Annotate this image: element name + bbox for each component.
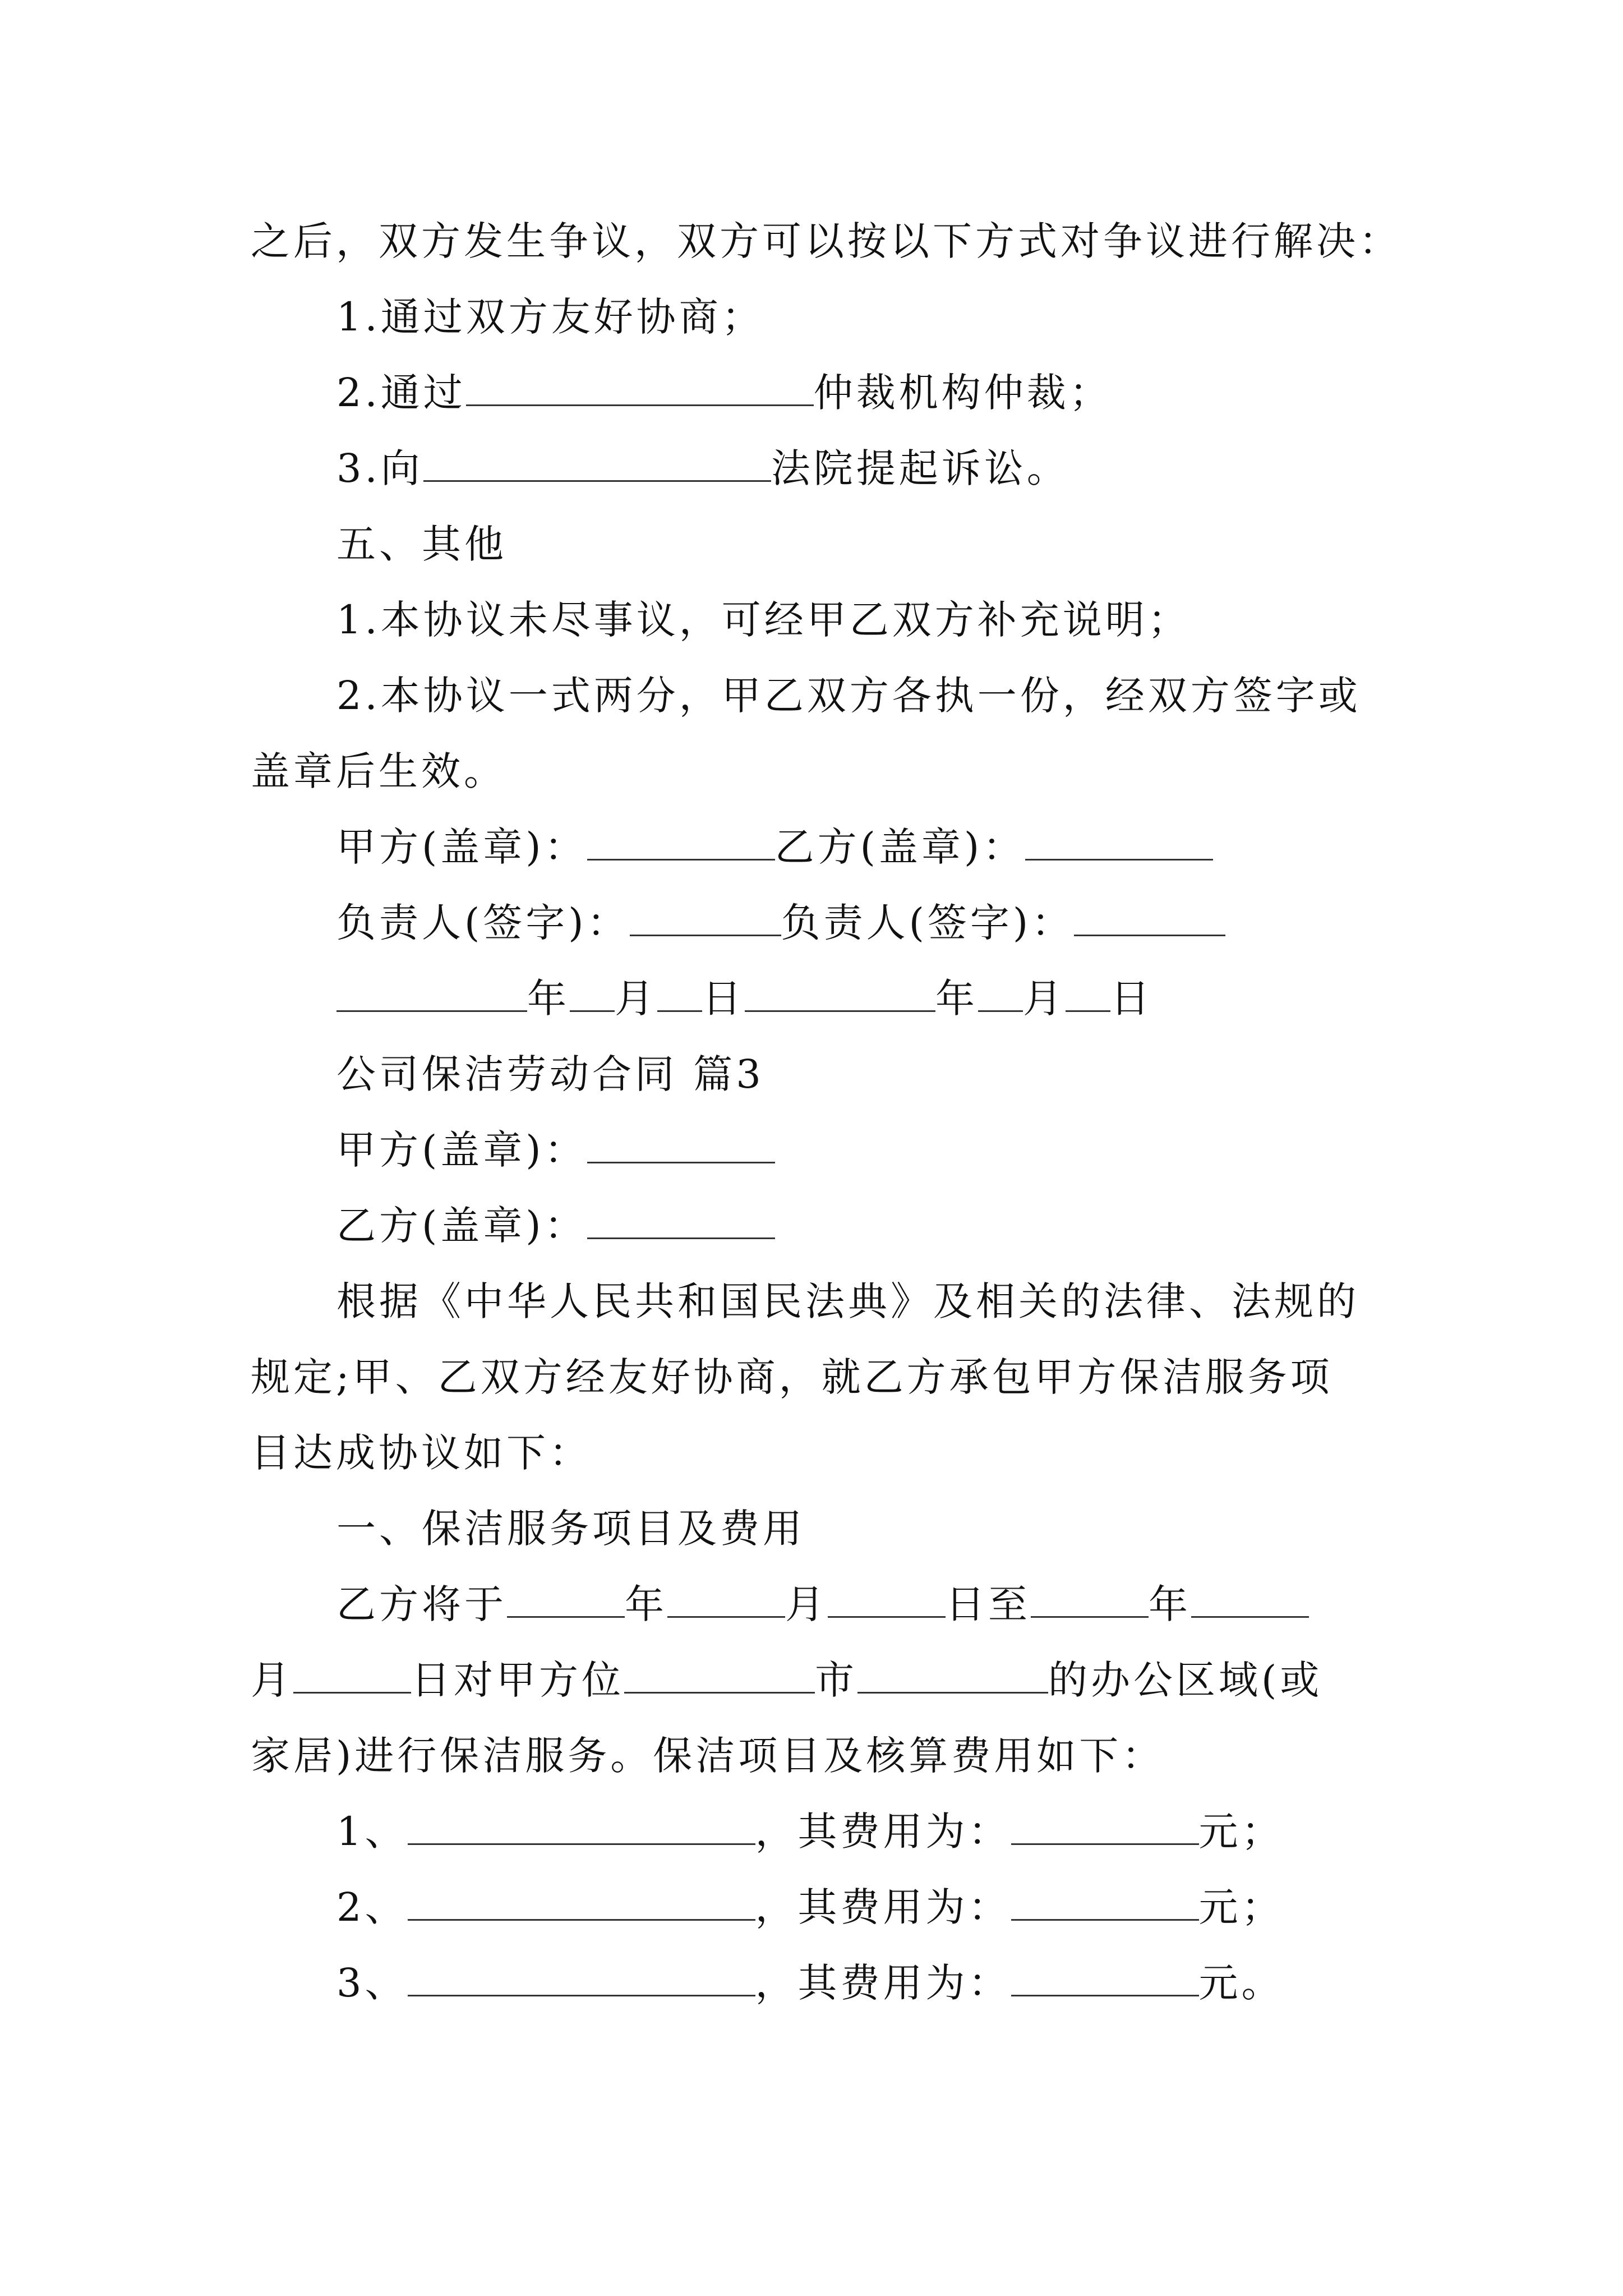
court-blank	[423, 445, 771, 482]
paragraph-dispute-intro	[251, 216, 1401, 266]
district-blank	[857, 1657, 1048, 1694]
other-item-2	[336, 670, 1361, 721]
text: 月	[251, 1657, 293, 1703]
text: 家居)进行保洁服务。保洁项目及核算费用如下：	[251, 1733, 1165, 1779]
signature-seal-line	[336, 822, 1213, 872]
text: 规定;甲、乙双方经友好协商，就乙方承包甲方保洁服务项	[251, 1354, 1333, 1400]
end-year-blank	[1031, 1581, 1149, 1618]
text: 1.通过双方友好协商；	[336, 294, 764, 340]
signature-responsible-line	[336, 898, 1225, 948]
end-month-blank	[1191, 1581, 1309, 1618]
end-day-blank	[293, 1657, 411, 1694]
text: 五、其他	[336, 521, 507, 567]
text: 日至	[946, 1581, 1031, 1627]
start-month-blank	[667, 1581, 785, 1618]
text: 2、	[336, 1884, 408, 1930]
text: 1、	[336, 1809, 408, 1855]
party-a-seal-blank-2	[587, 1127, 775, 1163]
fee-item-3-name-blank	[408, 1960, 755, 1996]
text: 市	[815, 1657, 857, 1703]
party-b-day-blank	[1066, 976, 1110, 1012]
service-period-line	[336, 1579, 1309, 1630]
party-a-seal-line	[336, 1125, 775, 1175]
text: 乙方将于	[336, 1581, 507, 1627]
text: 法院提起诉讼。	[771, 445, 1069, 491]
text: 元；	[1198, 1884, 1284, 1930]
text: 日	[702, 976, 745, 1022]
other-item-1	[336, 595, 1191, 645]
other-item-2-continued	[251, 746, 506, 797]
signature-date-line	[336, 973, 1153, 1024]
arbitration-blank	[466, 370, 814, 406]
text: 2.通过	[336, 370, 466, 416]
party-b-seal-blank-2	[587, 1203, 775, 1239]
party-a-seal-blank	[587, 824, 775, 861]
text: 甲方(盖章)：	[336, 824, 587, 870]
intro-paragraph-line-3	[251, 1428, 592, 1478]
text: 年	[527, 976, 570, 1022]
start-day-blank	[828, 1581, 946, 1618]
city-blank	[624, 1657, 815, 1694]
text: 的办公区域(或	[1048, 1657, 1323, 1703]
text: 年	[625, 1581, 667, 1627]
party-b-month-blank	[978, 976, 1023, 1012]
text: ，其费用为：	[755, 1960, 1011, 2006]
fee-item-1-name-blank	[408, 1809, 755, 1845]
party-b-responsible-blank	[1074, 900, 1225, 936]
start-year-blank	[507, 1581, 625, 1618]
text: ，其费用为：	[755, 1884, 1011, 1930]
text: 负责人(签字)：	[781, 900, 1075, 946]
fee-item-1	[336, 1806, 1284, 1857]
text: 一、保洁服务项目及费用	[336, 1506, 805, 1552]
text: 月	[615, 976, 657, 1022]
fee-item-2	[336, 1882, 1284, 1932]
text: 甲方(盖章)：	[336, 1127, 587, 1173]
fee-item-2-amount-blank	[1011, 1884, 1199, 1921]
fee-item-2-name-blank	[408, 1884, 755, 1921]
text: 日对甲方位	[411, 1657, 624, 1703]
text: 仲裁机构仲裁；	[813, 370, 1112, 416]
text: 月	[1023, 976, 1066, 1022]
party-a-responsible-blank	[630, 900, 781, 936]
text: 月	[785, 1581, 828, 1627]
text: 盖章后生效。	[251, 748, 506, 794]
intro-paragraph-line-2	[251, 1352, 1333, 1402]
text: 2.本协议一式两分，甲乙双方各执一份，经双方签字或	[336, 673, 1361, 719]
text: 年	[935, 976, 978, 1022]
intro-paragraph-line-1	[336, 1276, 1359, 1327]
dispute-item-3	[336, 443, 1069, 494]
service-scope-line	[251, 1731, 1164, 1781]
text: 1.本协议未尽事议，可经甲乙双方补充说明；	[336, 597, 1191, 643]
party-a-month-blank	[570, 976, 615, 1012]
text: 元；	[1198, 1809, 1284, 1855]
text: 元。	[1198, 1960, 1284, 2006]
party-b-seal-blank	[1025, 824, 1213, 861]
party-a-year-blank	[336, 976, 527, 1012]
text: 乙方(盖章)：	[336, 1203, 587, 1249]
text: ，其费用为：	[755, 1809, 1011, 1855]
fee-item-1-amount-blank	[1011, 1809, 1199, 1845]
text: 根据《中华人民共和国民法典》及相关的法律、法规的	[336, 1278, 1359, 1324]
fee-item-3	[336, 1958, 1284, 2008]
text: 3.向	[336, 445, 423, 491]
text: 3、	[336, 1960, 408, 2006]
party-b-seal-line	[336, 1200, 775, 1251]
section-title-contract-3	[336, 1049, 764, 1099]
section-heading-other	[336, 519, 507, 569]
text: 之后，双方发生争议，双方可以按以下方式对争议进行解决：	[251, 218, 1401, 264]
fee-item-3-amount-blank	[1011, 1960, 1199, 1996]
party-b-year-blank	[745, 976, 935, 1012]
dispute-item-1	[336, 292, 764, 342]
party-a-day-blank	[657, 976, 702, 1012]
dispute-item-2	[336, 367, 1112, 418]
text: 公司保洁劳动合同 篇3	[336, 1051, 764, 1097]
text: 负责人(签字)：	[336, 900, 630, 946]
text: 乙方(盖章)：	[774, 824, 1026, 870]
text: 年	[1149, 1581, 1191, 1627]
text: 日	[1110, 976, 1153, 1022]
service-location-line	[251, 1655, 1322, 1705]
text: 目达成协议如下：	[251, 1430, 592, 1476]
section-heading-services	[336, 1503, 805, 1554]
